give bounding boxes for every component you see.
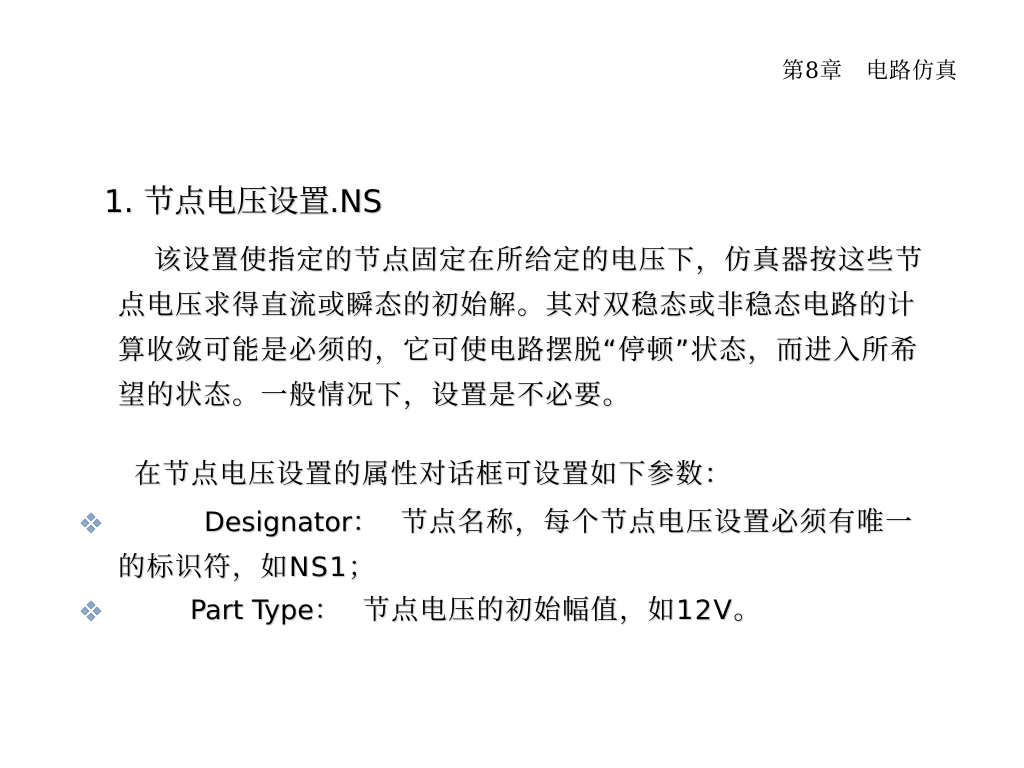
bullet-term: Part Type: [190, 595, 314, 626]
body-paragraph-1: [118, 238, 928, 418]
section-heading: 1. 节点电压设置.NS: [104, 184, 383, 220]
bullet-separator: ：: [313, 595, 343, 626]
bullet-text: [118, 588, 928, 633]
bullet-term: Designator: [204, 507, 352, 538]
bullet-description: 节点名称，每个节点电压设置必须有唯一的标识符，如NS1；: [118, 507, 914, 583]
body-paragraph-1-text: 该设置使指定的节点固定在所给定的电压下，仿真器按这些节点电压求得直流或瞬态的初始解。其对双稳态或非稳态电路的计算收敛可能是必须的，它可使电路摆脱“停顿”状态，而进入所希望的状态。一般情况下，设置是不必要。: [118, 245, 924, 411]
bullet-item-part-type: [80, 588, 928, 633]
body-paragraph-2: 在节点电压设置的属性对话框可设置如下参数：: [134, 459, 733, 490]
bullet-item-designator: [80, 500, 928, 590]
bullet-description: 节点电压的初始幅值，如12V。: [362, 595, 762, 626]
bullet-separator: ：: [351, 507, 381, 538]
chapter-header: 第8章 电路仿真: [782, 59, 958, 84]
diamond-bullet-icon: [80, 600, 102, 622]
bullet-text: [118, 500, 928, 590]
diamond-bullet-icon: [80, 512, 102, 534]
